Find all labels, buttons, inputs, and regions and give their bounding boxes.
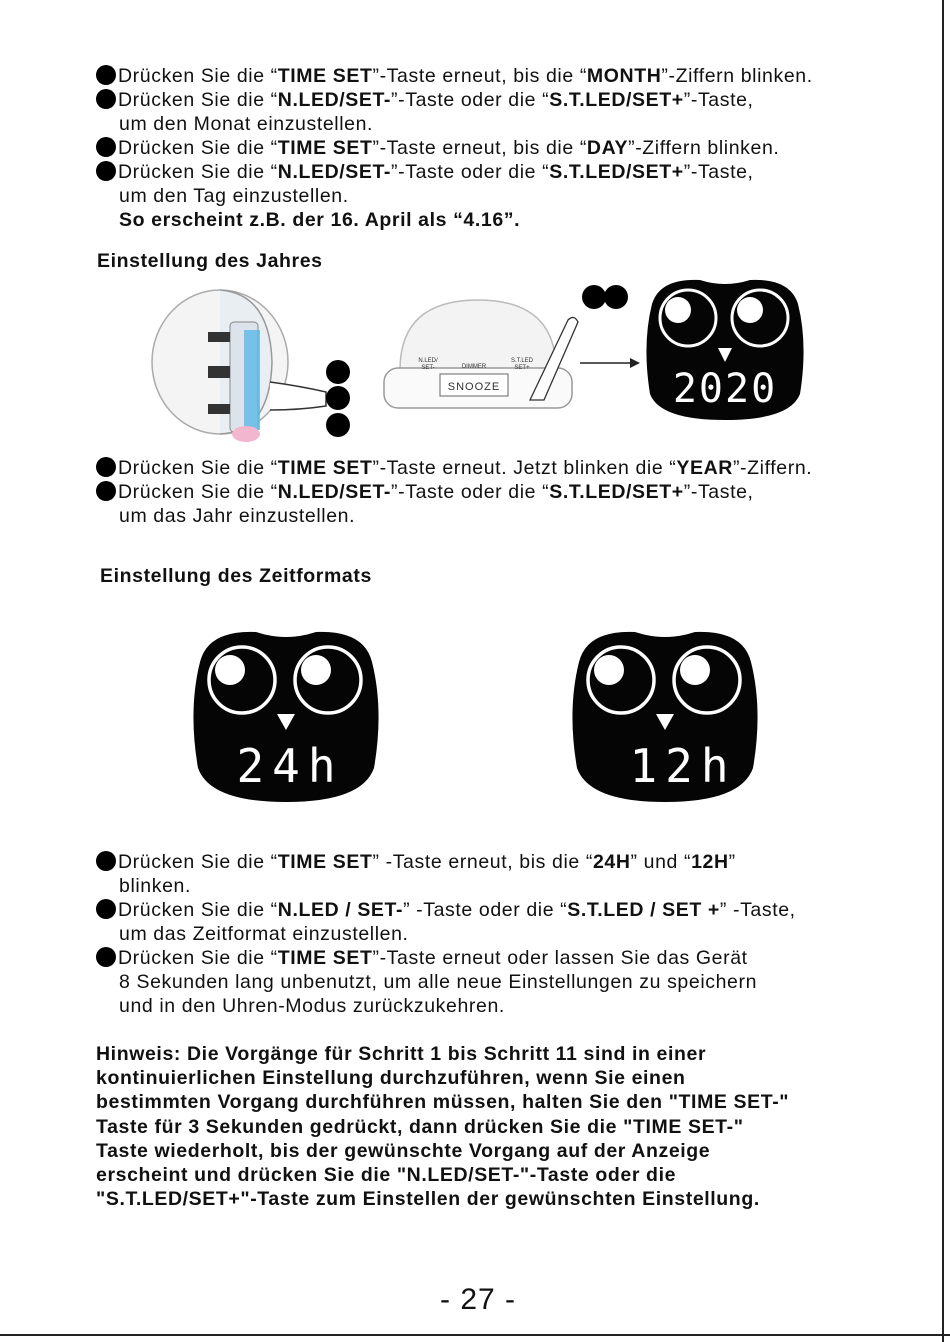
instruction-month-set-cont: um den Monat einzustellen. — [119, 113, 374, 135]
date-example: So erscheint z.B. der 16. April als “4.16”. — [119, 209, 521, 231]
instruction-day-set: Drücken Sie die “N.LED/SET-”-Taste oder die “S.T.LED/SET+”-Taste, — [96, 160, 754, 184]
note-line: Hinweis: Die Vorgänge für Schritt 1 bis Schritt 11 sind in einer — [96, 1043, 707, 1065]
step-marker-icon — [326, 386, 350, 410]
note-line: erscheint und drücken Sie die "N.LED/SET-"-Taste oder die — [96, 1164, 677, 1187]
step-marker-icon — [582, 285, 606, 309]
bullet-icon — [96, 481, 116, 501]
svg-text:N.LED/: N.LED/ — [418, 358, 438, 364]
note-paragraph — [96, 1042, 789, 1211]
owl-display-year — [640, 274, 810, 424]
instruction-format-set-cont: um das Zeitformat einzustellen. — [119, 923, 409, 945]
svg-text:SET-: SET- — [421, 365, 435, 371]
svg-text:SET+: SET+ — [514, 365, 530, 371]
note-line: Taste wiederholt, bis der gewünschte Vorgang auf der Anzeige — [96, 1139, 711, 1162]
bullet-icon — [96, 89, 116, 109]
instruction-month-set: Drücken Sie die “N.LED/SET-”-Taste oder die “S.T.LED/SET+”-Taste, — [96, 88, 754, 112]
snooze-label: SNOOZE — [447, 381, 501, 393]
step-marker-icon — [326, 360, 350, 384]
heading-year: Einstellung des Jahres — [97, 250, 323, 272]
instruction-day-blink: Drücken Sie die “TIME SET”-Taste erneut, bis die “DAY”-Ziffern blinken. — [96, 136, 779, 160]
instruction-format-blink-cont: blinken. — [119, 875, 192, 897]
page-number: - 27 - — [440, 1283, 517, 1316]
bullet-icon — [96, 899, 116, 919]
heading-format: Einstellung des Zeitformats — [100, 565, 372, 587]
arrow-right-icon — [580, 356, 640, 370]
step-marker-icon — [326, 413, 350, 437]
svg-text:DIMMER: DIMMER — [461, 364, 487, 370]
instruction-save: Drücken Sie die “TIME SET”-Taste erneut oder lassen Sie das Gerät — [96, 946, 748, 970]
instruction-year-blink: Drücken Sie die “TIME SET”-Taste erneut. Jetzt blinken die “YEAR”-Ziffern. — [96, 456, 812, 480]
bullet-icon — [96, 457, 116, 477]
instruction-year-set-cont: um das Jahr einzustellen. — [119, 505, 356, 527]
page-border-bottom — [0, 1334, 950, 1336]
instruction-format-blink: Drücken Sie die “TIME SET” -Taste erneut, bis die “24H” und “12H” — [96, 850, 736, 874]
clock-side-view-illustration — [150, 282, 330, 452]
display-24h: 24h — [236, 739, 344, 793]
bullet-icon — [96, 947, 116, 967]
bullet-icon — [96, 161, 116, 181]
display-year-digits: 2020 — [672, 366, 778, 412]
note-line: kontinuierlichen Einstellung durchzuführen, wenn Sie einen — [96, 1067, 686, 1090]
instruction-format-set: Drücken Sie die “N.LED / SET-” -Taste oder die “S.T.LED / SET +” -Taste, — [96, 898, 796, 922]
svg-text:S.T.LED: S.T.LED — [510, 358, 534, 364]
instruction-day-set-cont: um den Tag einzustellen. — [119, 185, 349, 207]
display-12h: 12h — [629, 739, 737, 793]
instruction-save-cont-2: und in den Uhren-Modus zurückzukehren. — [119, 995, 505, 1017]
instruction-year-set: Drücken Sie die “N.LED/SET-”-Taste oder die “S.T.LED/SET+”-Taste, — [96, 480, 754, 504]
bullet-icon — [96, 65, 116, 85]
step-marker-icon — [604, 285, 628, 309]
clock-front-view-illustration — [380, 290, 580, 430]
note-line: Taste für 3 Sekunden gedrückt, dann drücken Sie die "TIME SET-" — [96, 1115, 744, 1138]
bullet-icon — [96, 137, 116, 157]
page-border-right — [942, 0, 944, 1342]
owl-display-24h — [186, 626, 386, 806]
bullet-icon — [96, 851, 116, 871]
instruction-save-cont-1: 8 Sekunden lang unbenutzt, um alle neue Einstellungen zu speichern — [119, 971, 758, 993]
owl-display-12h — [565, 626, 765, 806]
note-line: "S.T.LED/SET+"-Taste zum Einstellen der gewünschten Einstellung. — [96, 1188, 760, 1211]
instruction-month-blink: Drücken Sie die “TIME SET”-Taste erneut, bis die “MONTH”-Ziffern blinken. — [96, 64, 813, 88]
note-line: bestimmten Vorgang durchführen müssen, halten Sie den "TIME SET-" — [96, 1091, 790, 1114]
